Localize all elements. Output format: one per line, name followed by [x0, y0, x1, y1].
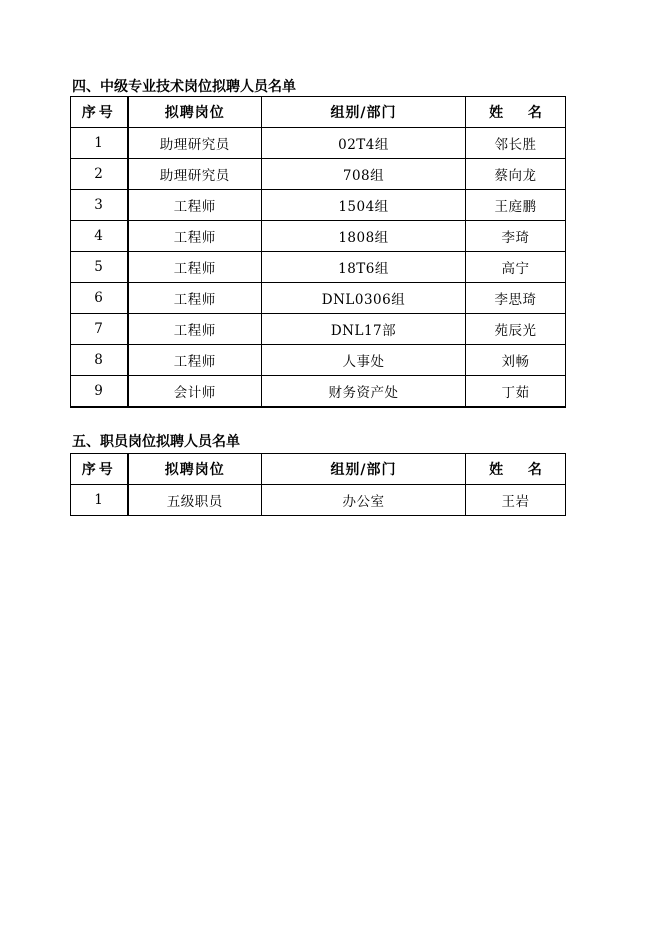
cell-dept: 708组 — [262, 159, 466, 190]
cell-position: 助理研究员 — [128, 128, 262, 159]
table-row — [71, 252, 566, 283]
cell-dept: 1808组 — [262, 221, 466, 252]
cell-position: 五级职员 — [128, 485, 262, 516]
cell-position: 工程师 — [128, 190, 262, 221]
table-header-row — [71, 97, 566, 128]
section-4-title: 四、中级专业技术岗位拟聘人员名单 — [72, 79, 296, 95]
cell-name: 王庭鹏 — [466, 190, 566, 221]
cell-dept: 1504组 — [262, 190, 466, 221]
cell-name: 邻长胜 — [466, 128, 566, 159]
cell-no: 9 — [71, 376, 128, 408]
cell-name: 丁茹 — [466, 376, 566, 408]
cell-name: 蔡向龙 — [466, 159, 566, 190]
table-row — [71, 283, 566, 314]
cell-no: 1 — [71, 128, 128, 159]
cell-dept: 18T6组 — [262, 252, 466, 283]
cell-name: 高宁 — [466, 252, 566, 283]
cell-no: 2 — [71, 159, 128, 190]
cell-position: 工程师 — [128, 283, 262, 314]
cell-dept: 财务资产处 — [262, 376, 466, 408]
cell-dept: DNL0306组 — [262, 283, 466, 314]
header-dept: 组别/部门 — [262, 454, 466, 485]
table-row — [71, 314, 566, 345]
table-row — [71, 190, 566, 221]
header-name: 姓 名 — [466, 97, 566, 128]
cell-no: 4 — [71, 221, 128, 252]
cell-no: 1 — [71, 485, 128, 516]
table-row — [71, 345, 566, 376]
cell-no: 7 — [71, 314, 128, 345]
cell-name: 王岩 — [466, 485, 566, 516]
header-no: 序号 — [71, 97, 128, 128]
cell-no: 8 — [71, 345, 128, 376]
cell-position: 工程师 — [128, 221, 262, 252]
header-no: 序号 — [71, 454, 128, 485]
table-row — [71, 128, 566, 159]
header-name: 姓 名 — [466, 454, 566, 485]
table-row — [71, 376, 566, 408]
staff-roster-table — [70, 453, 566, 516]
cell-no: 6 — [71, 283, 128, 314]
table-row — [71, 485, 566, 516]
cell-dept: 02T4组 — [262, 128, 466, 159]
intermediate-tech-roster-table — [70, 96, 566, 408]
cell-name: 李思琦 — [466, 283, 566, 314]
table-row — [71, 221, 566, 252]
cell-dept: 人事处 — [262, 345, 466, 376]
cell-position: 工程师 — [128, 314, 262, 345]
table-row — [71, 159, 566, 190]
cell-position: 会计师 — [128, 376, 262, 408]
header-dept: 组别/部门 — [262, 97, 466, 128]
cell-position: 助理研究员 — [128, 159, 262, 190]
cell-dept: 办公室 — [262, 485, 466, 516]
cell-dept: DNL17部 — [262, 314, 466, 345]
cell-no: 3 — [71, 190, 128, 221]
header-position: 拟聘岗位 — [128, 454, 262, 485]
header-position: 拟聘岗位 — [128, 97, 262, 128]
cell-name: 李琦 — [466, 221, 566, 252]
cell-name: 刘畅 — [466, 345, 566, 376]
section-5-title: 五、职员岗位拟聘人员名单 — [72, 434, 240, 450]
cell-name: 苑辰光 — [466, 314, 566, 345]
cell-position: 工程师 — [128, 252, 262, 283]
cell-no: 5 — [71, 252, 128, 283]
cell-position: 工程师 — [128, 345, 262, 376]
table-header-row — [71, 454, 566, 485]
